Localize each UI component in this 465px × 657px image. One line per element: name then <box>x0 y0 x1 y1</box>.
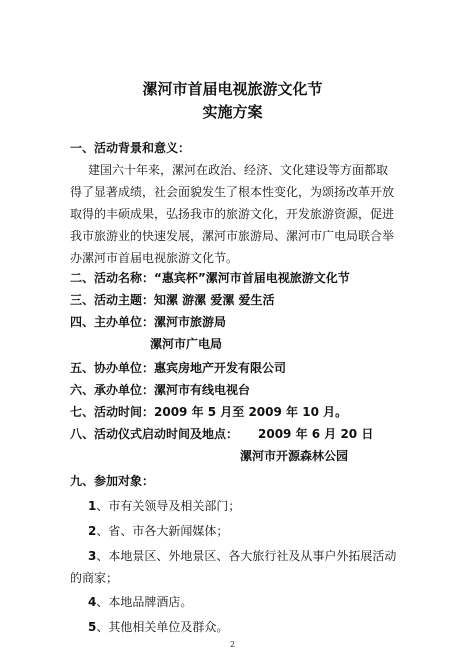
section-4-organizer-second: 漯河市广电局 <box>150 337 223 351</box>
participant-item-number: 4 <box>88 595 97 609</box>
participant-item-number: 2 <box>88 524 97 538</box>
document-title: 漯河市首届电视旅游文化节 <box>142 80 323 98</box>
section-3-activity-theme: 三、活动主题：知漯 游漯 爱漯 爱生活 <box>70 293 275 307</box>
document-subtitle: 实施方案 <box>202 103 263 121</box>
participant-item-number: 1 <box>88 499 97 513</box>
section-1-paragraph-line: 得了显著成绩，社会面貌发生了根本性变化，为颂扬改革开放 <box>70 185 395 199</box>
section-7-activity-time: 七、活动时间：2009 年 5 月至 2009 年 10 月。 <box>70 405 348 419</box>
participant-item <box>88 620 228 634</box>
participant-item <box>88 524 228 538</box>
section-5-co-organizer: 五、协办单位：惠宾房地产开发有限公司 <box>70 361 287 375</box>
section-1-paragraph-line: 取得的丰硕成果，弘扬我市的旅游文化，开发旅游资源，促进 <box>70 207 395 221</box>
participant-item <box>88 499 240 513</box>
participant-item-text: 、本地景区、外地景区、各大旅行社及从事户外拓展活动 <box>96 549 397 563</box>
section-1-paragraph-line: 我市旅游业的快速发展，漯河市旅游局、漯河市广电局联合举 <box>70 229 395 243</box>
section-4-organizer: 四、主办单位：漯河市旅游局 <box>70 315 227 329</box>
participant-item-number: 3 <box>88 549 97 563</box>
section-1-paragraph-line: 建国六十年来，漯河在政治、经济、文化建设等方面都取 <box>88 163 389 177</box>
page-number: 2 <box>229 640 236 649</box>
section-6-undertaker: 六、承办单位：漯河市有线电视台 <box>70 383 251 397</box>
participant-item-text: 、其他相关单位及群众。 <box>96 620 229 634</box>
section-8-ceremony-date: 2009 年 6 月 20 日 <box>258 427 374 441</box>
participant-item-text: 的商家； <box>70 571 119 585</box>
participant-item-continuation <box>70 571 118 585</box>
section-8-ceremony-heading: 八、活动仪式启动时间及地点： <box>70 427 239 441</box>
section-2-activity-name: 二、活动名称：“惠宾杯”漯河市首届电视旅游文化节 <box>70 271 350 285</box>
participant-item-text: 、本地品牌酒店。 <box>96 595 193 609</box>
participant-item <box>88 595 192 609</box>
section-8-ceremony-place: 漯河市开源森林公园 <box>240 449 349 463</box>
participant-item-number: 5 <box>88 620 97 634</box>
section-1-paragraph-line: 办漯河市首届电视旅游文化节。 <box>70 251 239 265</box>
section-9-heading: 九、参加对象： <box>70 474 155 488</box>
participant-item-text: 、市有关领导及相关部门； <box>96 499 241 513</box>
section-1-heading: 一、活动背景和意义： <box>70 141 191 155</box>
participant-item <box>88 549 396 563</box>
participant-item-text: 、省、市各大新闻媒体； <box>96 524 229 538</box>
